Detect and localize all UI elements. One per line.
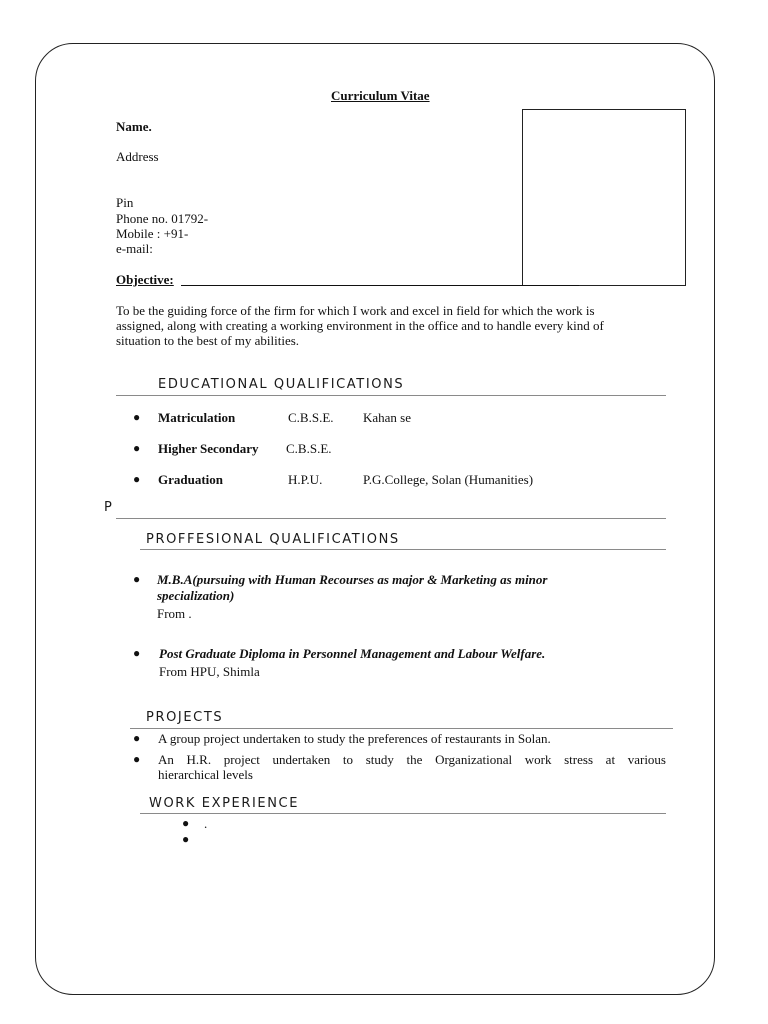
bullet-icon: ● (133, 752, 141, 766)
page-title: Curriculum Vitae (331, 88, 430, 103)
objective-text-line2: assigned, along with creating a working environment in the office and to handle every kind of (116, 318, 604, 333)
project-line1: A group project undertaken to study the preferences of restaurants in Solan. (158, 731, 551, 746)
section-rule (116, 518, 666, 519)
work-item: . (204, 816, 208, 831)
bullet-icon: ● (133, 410, 141, 424)
bullet-icon: ● (133, 441, 141, 455)
education-level: Matriculation (158, 410, 236, 425)
phone-label: Phone no. 01792- (116, 211, 209, 226)
professional-title-line1: M.B.A(pursuing with Human Recourses as major & Marketing as minor (157, 572, 548, 587)
professional-heading: PROFFESIONAL QUALIFICATIONS (146, 532, 400, 547)
work-heading: WORK EXPERIENCE (149, 796, 300, 811)
education-board: C.B.S.E. (288, 410, 334, 425)
photo-placeholder (522, 109, 686, 286)
objective-underline (181, 285, 579, 286)
project-line1: An H.R. project undertaken to study the Organizational work stress at various (158, 752, 666, 767)
education-institute: P.G.College, Solan (Humanities) (363, 472, 534, 487)
professional-from: From . (157, 606, 192, 621)
education-rule (116, 395, 666, 396)
bullet-icon: ● (133, 472, 141, 486)
professional-title-line2: specialization) (157, 588, 235, 603)
education-board: H.P.U. (288, 472, 323, 487)
education-institute: Kahan se (363, 410, 412, 425)
bullet-icon: ● (182, 816, 190, 830)
bullet-icon: ● (133, 646, 141, 660)
bullet-icon: ● (182, 832, 190, 846)
professional-title-line1: Post Graduate Diploma in Personnel Management and Labour Welfare. (159, 646, 546, 661)
stray-letter: P (104, 500, 114, 515)
professional-from: From HPU, Shimla (159, 664, 260, 679)
projects-heading: PROJECTS (146, 710, 224, 725)
education-heading: EDUCATIONAL QUALIFICATIONS (158, 377, 405, 392)
education-board: C.B.S.E. (286, 441, 332, 456)
pin-label: Pin (116, 195, 134, 210)
name-label: Name. (116, 119, 152, 134)
work-rule (140, 813, 666, 814)
bullet-icon: ● (133, 572, 141, 586)
objective-text-line1: To be the guiding force of the firm for which I work and excel in field for which the work is (116, 303, 595, 318)
email-label: e-mail: (116, 241, 153, 256)
address-label: Address (116, 149, 159, 164)
project-line2: hierarchical levels (158, 767, 253, 782)
projects-rule (130, 728, 673, 729)
professional-rule (140, 549, 666, 550)
objective-text-line3: situation to the best of my abilities. (116, 333, 300, 348)
education-level: Higher Secondary (158, 441, 259, 456)
objective-label: Objective: (116, 272, 174, 287)
education-level: Graduation (158, 472, 224, 487)
mobile-label: Mobile : +91- (116, 226, 189, 241)
bullet-icon: ● (133, 731, 141, 745)
